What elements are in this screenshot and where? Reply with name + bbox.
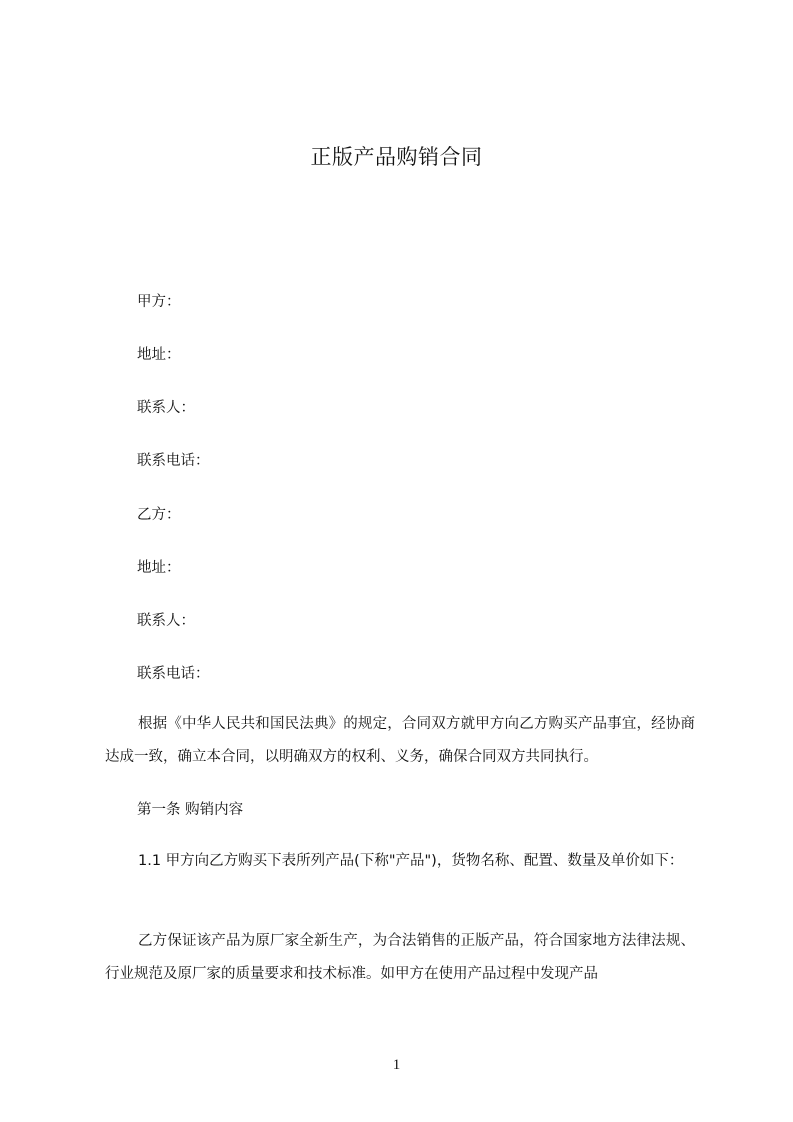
party-a-contact-label: 联系人： bbox=[137, 400, 195, 416]
article-1-heading: 第一条 购销内容 bbox=[137, 802, 244, 818]
party-a-name-label: 甲方： bbox=[137, 294, 181, 310]
party-a-address-label: 地址： bbox=[137, 347, 181, 363]
party-b-name-label: 乙方： bbox=[137, 507, 181, 523]
party-b-contact-label: 联系人： bbox=[137, 613, 195, 629]
party-a-phone-label: 联系电话： bbox=[137, 453, 210, 469]
party-b-phone-label: 联系电话： bbox=[137, 666, 210, 682]
party-b-address-label: 地址： bbox=[137, 560, 181, 576]
document-title: 正版产品购销合同 bbox=[310, 145, 483, 169]
guarantee-paragraph: 乙方保证该产品为原厂家全新生产，为合法销售的正版产品，符合国家地方法律法规、行业规范及原厂家的质量要求和技术标准。如甲方在使用产品过程中发现产品 bbox=[105, 933, 695, 982]
preamble-paragraph: 根据《中华人民共和国民法典》的规定，合同双方就甲方向乙方购买产品事宜，经协商达成一致，确立本合同，以明确双方的权利、义务，确保合同双方共同执行。 bbox=[105, 716, 695, 765]
page-number: 1 bbox=[392, 1057, 401, 1073]
clause-1-1-paragraph: 1.1 甲方向乙方购买下表所列产品(下称"产品")，货物名称、配置、数量及单价如下： bbox=[138, 853, 684, 869]
